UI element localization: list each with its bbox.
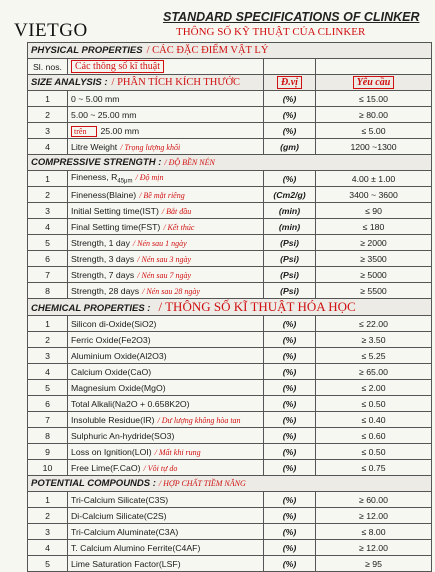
parameter-cell: [68, 556, 264, 572]
section-title: COMPRESSIVE STRENGTH :: [31, 157, 162, 168]
requirement-cell: 4.00 ± 1.00: [316, 171, 432, 187]
requirement-cell: ≤ 15.00: [316, 91, 432, 107]
table-row: [28, 251, 432, 267]
parameter-translation: / Dư lượng không hòa tan: [157, 415, 241, 425]
parameter-name: Final Setting time(FST): [71, 221, 161, 232]
row-number: 2: [28, 187, 68, 203]
requirement-cell: ≤ 2.00: [316, 380, 432, 396]
row-number: 3: [28, 524, 68, 540]
requirement-cell: 1200 ~1300: [316, 139, 432, 155]
parameter-name: Loss on Ignition(LOI): [71, 446, 152, 457]
table-row: [28, 428, 432, 444]
requirement-cell: ≤ 0.40: [316, 412, 432, 428]
specification-table: [27, 42, 432, 572]
row-number: 4: [28, 139, 68, 155]
parameter-name: Strength, 28 days: [71, 285, 140, 296]
table-row: [28, 508, 432, 524]
row-number: 3: [28, 348, 68, 364]
row-number: 4: [28, 219, 68, 235]
parameter-cell: [68, 283, 264, 299]
row-number: 7: [28, 267, 68, 283]
table-row: [28, 460, 432, 476]
parameter-cell: [68, 508, 264, 524]
section-title: SIZE ANALYSIS :: [31, 77, 108, 88]
table-row: [28, 107, 432, 123]
table-row: [28, 364, 432, 380]
unit-cell: (Psi): [264, 267, 316, 283]
table-row: [28, 412, 432, 428]
requirement-cell: ≤ 0.60: [316, 428, 432, 444]
parameter-cell: [68, 364, 264, 380]
parameter-name: Free Lime(F.CaO): [71, 462, 141, 473]
table-row: [28, 267, 432, 283]
row-number: 1: [28, 91, 68, 107]
parameter-cell: [68, 492, 264, 508]
requirement-cell: ≤ 0.75: [316, 460, 432, 476]
column-header-row: [28, 59, 432, 75]
table-row: [28, 540, 432, 556]
requirement-cell: ≥ 2000: [316, 235, 432, 251]
unit-cell: (%): [264, 460, 316, 476]
parameter-cell: [68, 540, 264, 556]
parameter-name: Insoluble Residue(IR): [71, 414, 155, 425]
requirement-cell: ≤ 5.00: [316, 123, 432, 139]
specification-sheet: [27, 42, 431, 572]
row-number: 9: [28, 444, 68, 460]
table-row: [28, 219, 432, 235]
unit-cell: (%): [264, 380, 316, 396]
table-row: [28, 380, 432, 396]
parameter-cell: [68, 428, 264, 444]
requirement-cell: ≥ 12.00: [316, 540, 432, 556]
unit-cell: (%): [264, 540, 316, 556]
table-row: [28, 556, 432, 572]
requirement-cell: ≥ 65.00: [316, 364, 432, 380]
unit-cell: (%): [264, 348, 316, 364]
parameter-name: Ferric Oxide(Fe2O3): [71, 334, 151, 345]
company-logo: VIETGO: [14, 20, 88, 41]
requirement-cell: 3400 ~ 3600: [316, 187, 432, 203]
parameter-cell: [68, 251, 264, 267]
section-physical-header: [28, 43, 432, 59]
unit-cell: (%): [264, 524, 316, 540]
parameter-name: Magnesium Oxide(MgO): [71, 382, 166, 393]
requirement-cell: ≤ 22.00: [316, 316, 432, 332]
parameter-name: 25.00 mm: [100, 125, 140, 136]
table-row: [28, 332, 432, 348]
row-number: 8: [28, 428, 68, 444]
parameter-name: Strength, 1 day: [71, 237, 130, 248]
requirement-cell: ≥ 3.50: [316, 332, 432, 348]
unit-cell: (Psi): [264, 235, 316, 251]
parameter-cell: [68, 524, 264, 540]
parameter-translation: / Mất khi rung: [154, 447, 201, 457]
requirement-cell: ≤ 0.50: [316, 444, 432, 460]
parameter-name: Silicon di-Oxide(SiO2): [71, 318, 157, 329]
section-title-translation: / ĐỘ BỀN NÉN: [164, 158, 215, 167]
parameter-name: Di-Calcium Silicate(C2S): [71, 510, 167, 521]
unit-cell: (Psi): [264, 251, 316, 267]
parameter-cell: [68, 139, 264, 155]
requirement-cell: ≥ 60.00: [316, 492, 432, 508]
section-chemical-header: [28, 299, 432, 316]
unit-cell: (%): [264, 107, 316, 123]
unit-cell: (%): [264, 396, 316, 412]
section-title-translation: / THÔNG SỐ KĨ THUẬT HÓA HỌC: [158, 299, 356, 314]
parameter-translation: / Nén sau 1 ngày: [132, 238, 187, 248]
unit-cell: (%): [264, 428, 316, 444]
parameter-name: Tri-Calcium Silicate(C3S): [71, 494, 169, 505]
section-title-translation: / PHÂN TÍCH KÍCH THƯỚC: [111, 77, 241, 88]
parameter-cell: [68, 396, 264, 412]
parameter-cell: [68, 444, 264, 460]
parameter-cell: [68, 380, 264, 396]
section-title: CHEMICAL PROPERTIES :: [31, 303, 151, 314]
parameter-cell: [68, 171, 264, 187]
requirement-cell: ≥ 5000: [316, 267, 432, 283]
parameter-cell: [68, 219, 264, 235]
requirement-cell: ≤ 8.00: [316, 524, 432, 540]
parameter-translation: / Nén sau 7 ngày: [137, 270, 192, 280]
row-number: 1: [28, 316, 68, 332]
requirement-cell: ≤ 5.25: [316, 348, 432, 364]
parameter-translation: / Nén sau 28 ngày: [142, 286, 200, 296]
parameter-translation: / Vôi tự do: [143, 463, 178, 473]
document-title-translation: THÔNG SỐ KỸ THUẬT CỦA CLINKER: [176, 26, 366, 38]
section-title: PHYSICAL PROPERTIES: [31, 45, 143, 56]
unit-cell: (%): [264, 316, 316, 332]
unit-cell: (%): [264, 171, 316, 187]
table-row: [28, 444, 432, 460]
parameter-cell: [68, 203, 264, 219]
row-number: 5: [28, 235, 68, 251]
row-number: 6: [28, 396, 68, 412]
row-number: 6: [28, 251, 68, 267]
row-number: 1: [28, 171, 68, 187]
table-row: [28, 396, 432, 412]
parameter-cell: [68, 187, 264, 203]
unit-cell: (%): [264, 508, 316, 524]
section-heading-cell: [28, 299, 432, 316]
parameter-translation: trên: [71, 126, 97, 137]
row-number: 5: [28, 380, 68, 396]
unit-cell: (%): [264, 332, 316, 348]
unit-cell: (min): [264, 203, 316, 219]
unit-cell: (%): [264, 492, 316, 508]
table-row: [28, 524, 432, 540]
column-header-no: Sl. nos.: [28, 59, 68, 75]
parameter-name: 0 ~ 5.00 mm: [71, 93, 120, 104]
row-number: 10: [28, 460, 68, 476]
parameter-cell: [68, 460, 264, 476]
requirement-cell: ≥ 5500: [316, 283, 432, 299]
parameter-name: Strength, 3 days: [71, 253, 135, 264]
unit-cell: (Psi): [264, 283, 316, 299]
parameter-subscript: 45μm: [117, 178, 133, 185]
parameter-name: Initial Setting time(IST): [71, 205, 159, 216]
row-number: 7: [28, 412, 68, 428]
column-header-unit: Đ.vị: [277, 76, 302, 89]
section-potential-header: [28, 476, 432, 492]
parameter-name: Aluminium Oxide(Al2O3): [71, 350, 167, 361]
requirement-cell: ≥ 12.00: [316, 508, 432, 524]
unit-cell: (%): [264, 123, 316, 139]
parameter-name: Tri-Calcium Aluminate(C3A): [71, 526, 179, 537]
row-number: 8: [28, 283, 68, 299]
table-row: [28, 316, 432, 332]
parameter-cell: [68, 348, 264, 364]
table-row: [28, 348, 432, 364]
parameter-cell: [68, 235, 264, 251]
requirement-cell: ≥ 95: [316, 556, 432, 572]
parameter-cell: [68, 332, 264, 348]
column-header-spec: Các thông số kĩ thuật: [71, 60, 164, 73]
parameter-translation: / Bắt đầu: [161, 206, 192, 216]
table-row: [28, 235, 432, 251]
table-row: [28, 203, 432, 219]
parameter-translation: / Trọng lượng khối: [120, 142, 181, 152]
parameter-cell: [68, 123, 264, 139]
unit-cell: (%): [264, 444, 316, 460]
parameter-name: 5.00 ~ 25.00 mm: [71, 109, 137, 120]
row-number: 2: [28, 332, 68, 348]
parameter-name: Fineness(Blaine): [71, 189, 137, 200]
table-row: [28, 123, 432, 139]
unit-cell: (%): [264, 364, 316, 380]
section-title-translation: / HỢP CHẤT TIỀM NĂNG: [158, 479, 246, 488]
section-heading-cell: [28, 476, 432, 492]
requirement-cell: ≥ 3500: [316, 251, 432, 267]
column-header-requirement: Yêu cầu: [353, 76, 395, 89]
parameter-translation: / Nén sau 3 ngày: [137, 254, 192, 264]
table-row: [28, 187, 432, 203]
row-number: 3: [28, 123, 68, 139]
parameter-name: Fineness, R: [71, 172, 118, 183]
parameter-name: Lime Saturation Factor(LSF): [71, 558, 181, 569]
parameter-translation: / Kết thúc: [163, 222, 195, 232]
parameter-name: T. Calcium Alumino Ferrite(C4AF): [71, 542, 201, 553]
row-number: 2: [28, 508, 68, 524]
parameter-cell: [68, 91, 264, 107]
parameter-translation: / Bề mặt riêng: [139, 190, 185, 200]
table-row: [28, 283, 432, 299]
requirement-cell: ≥ 80.00: [316, 107, 432, 123]
parameter-name: Total Alkali(Na2O + 0.658K2O): [71, 398, 190, 409]
row-number: 1: [28, 492, 68, 508]
table-row: [28, 91, 432, 107]
document-title: STANDARD SPECIFICATIONS OF CLINKER: [163, 10, 420, 24]
unit-cell: (%): [264, 412, 316, 428]
unit-cell: (%): [264, 91, 316, 107]
table-row: [28, 492, 432, 508]
parameter-cell: [68, 107, 264, 123]
parameter-cell: [68, 267, 264, 283]
row-number: 2: [28, 107, 68, 123]
requirement-cell: ≤ 90: [316, 203, 432, 219]
parameter-cell: [68, 412, 264, 428]
unit-cell: (Cm2/g): [264, 187, 316, 203]
parameter-translation: / Độ mịn: [135, 173, 164, 183]
parameter-name: Sulphuric An-hydride(SO3): [71, 430, 175, 441]
parameter-cell: [68, 316, 264, 332]
parameter-name: Calcium Oxide(CaO): [71, 366, 152, 377]
requirement-cell: ≤ 180: [316, 219, 432, 235]
row-number: 4: [28, 540, 68, 556]
size-analysis-header: [28, 75, 432, 91]
table-row: [28, 139, 432, 155]
parameter-name: Litre Weight: [71, 141, 118, 152]
row-number: 4: [28, 364, 68, 380]
unit-cell: (%): [264, 556, 316, 572]
row-number: 5: [28, 556, 68, 572]
section-title: POTENTIAL COMPOUNDS :: [31, 478, 156, 489]
section-heading-cell: [28, 155, 432, 171]
table-row: [28, 171, 432, 187]
parameter-name: Strength, 7 days: [71, 269, 135, 280]
section-compressive-header: [28, 155, 432, 171]
requirement-cell: ≤ 0.50: [316, 396, 432, 412]
row-number: 3: [28, 203, 68, 219]
unit-cell: (gm): [264, 139, 316, 155]
section-title-translation: / CÁC ĐẶC ĐIỂM VẬT LÝ: [146, 45, 269, 56]
unit-cell: (min): [264, 219, 316, 235]
